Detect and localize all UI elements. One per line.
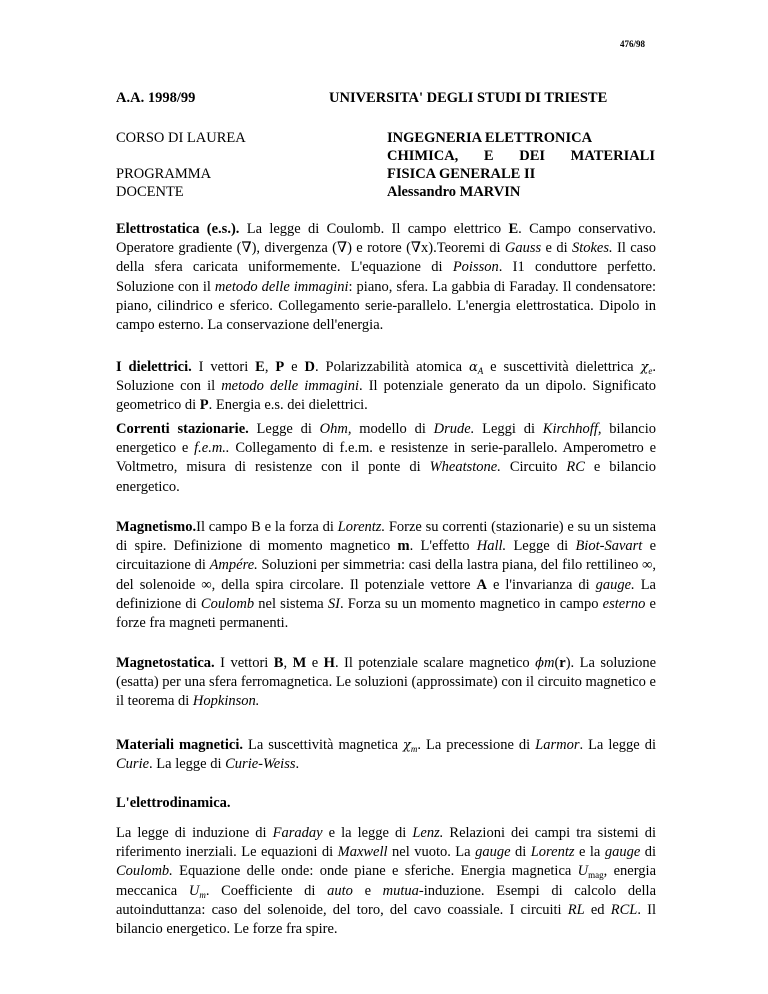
section-materiali-magnetici: Materiali magnetici. La suscettività magnetica $\chi_m$. La precessione di Larmor. La legge di Curie. La legge di Curie-Weiss. <box>116 737 656 773</box>
section-elettrodinamica-title: L'elettrodinamica. <box>116 795 231 811</box>
section-dielettrici: I dielettrici. I vettori E, P e D. Polarizzabilità atomica $\alpha_A$ e suscettività dielettrica $\chi_e$. Soluzione con il metodo delle immagini. Il potenziale generato da un dipolo. Significato geometrico di P. Energia e.s. dei dielettrici. <box>116 359 657 414</box>
docente-label: DOCENTE <box>116 184 184 200</box>
section-correnti: Correnti stazionarie. Legge di Ohm, modello di Drude. Leggi di Kirchhoff, bilancio energetico e f.e.m.. Collegamento di f.e.m. e resistenze in serie-parallelo. Amperometro e Voltmetro, misura di resistenze con il ponte di Wheatstone. Circuito RC e bilancio energetico. <box>116 421 657 495</box>
programma-value: FISICA GENERALE II <box>387 166 536 182</box>
corso-value-line1: INGEGNERIA ELETTRONICA <box>387 130 593 146</box>
section-elettrodinamica: La legge di induzione di Faraday e la legge di Lenz. Relazioni dei campi tra sistemi di riferimento inerziali. Le equazioni di Maxwell nel vuoto. La gauge di Lorentz e la gauge di Coulomb. Equazione delle onde: onde piane e sferiche. Energia magnetica $U_{mag}$, energia meccanica $U_m$. Coefficiente di auto e mutua-induzione. Esempi di calcolo della autoinduttanza: caso del solenoide, del toro, del cavo coassiale. I circuiti RL ed RCL. Il bilancio energetico. Le forze fra spire. <box>116 825 657 938</box>
section-magnetismo: Magnetismo.Il campo B e la forza di Lorentz. Forze su correnti (stazionarie) e su un sistema di spire. Definizione di momento magnetico m. L'effetto Hall. Legge di Biot-Savart e circuitazione di Ampére. Soluzioni per simmetria: casi della lastra piana, del filo rettilineo ∞, del solenoide ∞, della spira circolare. Il potenziale vettore A e l'invarianza di gauge. La definizione di Coulomb nel sistema SI. Forza su un momento magnetico in campo esterno e forze fra magneti permanenti. <box>116 519 657 632</box>
programma-label: PROGRAMMA <box>116 166 212 182</box>
university-name: UNIVERSITA' DEGLI STUDI DI TRIESTE <box>329 90 608 106</box>
docente-value: Alessandro MARVIN <box>387 184 521 200</box>
corso-value-line2: CHIMICA, E DEI MATERIALI <box>387 148 655 164</box>
document-number: 476/98 <box>620 39 646 49</box>
section-elettrostatica: Elettrostatica (e.s.). La legge di Coulomb. Il campo elettrico E. Campo conservativo. Operatore gradiente (∇), divergenza (∇) e rotore (∇x).Teoremi di Gauss e di Stokes. Il caso della sfera caricata uniformemente. L'equazione di Poisson. I1 conduttore perfetto. Soluzione con il metodo delle immagini: piano, sfera. La gabbia di Faraday. Il condensatore: piano, cilindrico e sferico. Collegamento serie-parallelo. L'energia elettrostatica. Dipolo in campo esterno. La conservazione dell'energia. <box>116 221 657 334</box>
academic-year: A.A. 1998/99 <box>116 90 196 106</box>
section-magnetostatica: Magnetostatica. I vettori B, M e H. Il potenziale scalare magnetico ϕm(r). La soluzione (esatta) per una sfera ferromagnetica. Le soluzioni (approssimate) con il circuito magnetico e il teorema di Hopkinson. <box>116 655 657 710</box>
corso-label: CORSO DI LAUREA <box>116 130 246 146</box>
